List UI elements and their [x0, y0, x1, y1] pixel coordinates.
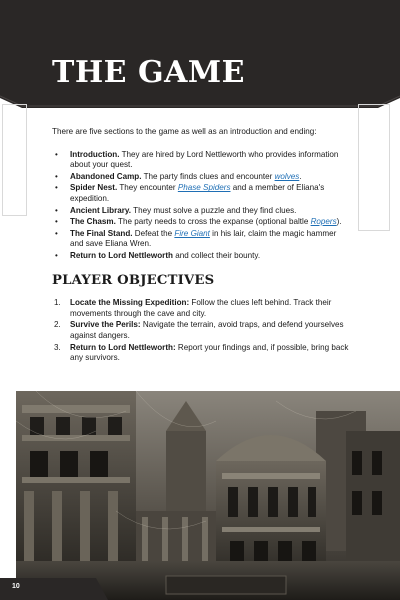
section-text-end: . [299, 171, 302, 181]
section-text: They encounter [119, 183, 178, 193]
wolves-link[interactable]: wolves [274, 171, 300, 181]
banner-shape [0, 0, 400, 108]
list-item [52, 217, 352, 228]
section-text: They must solve a puzzle and they find clues. [133, 205, 297, 215]
sections-list [52, 150, 352, 262]
objective-item [52, 320, 352, 341]
list-item [52, 150, 352, 171]
objective-number: 2. [54, 320, 61, 330]
main-content [52, 124, 352, 365]
objective-number: 3. [54, 342, 61, 352]
section-heading: Abandoned Camp. [70, 171, 142, 181]
objective-text: Navigate the terrain, avoid traps, and defend yourselves against dangers. [70, 320, 344, 340]
objectives-heading: PLAYER OBJECTIVES [52, 272, 215, 288]
page-number: 10 [12, 583, 20, 590]
section-text-end: in his lair, claim the magic hammer and save Eliana Wren. [70, 228, 337, 249]
objective-text: Report your findings and, if possible, bring back any survivors. [70, 342, 349, 363]
fire-giant-link[interactable]: Fire Giant [174, 228, 210, 238]
section-text: The party needs to cross the expanse (optional baltle [118, 217, 311, 227]
list-item [52, 251, 352, 262]
objectives-list [52, 298, 352, 364]
section-text-end: and a member of Eliana's expedition. [70, 183, 325, 203]
ruined-city-art [16, 391, 400, 600]
section-heading: The Chasm. [70, 217, 116, 227]
ruined-city-illustration [16, 391, 400, 600]
section-text: and collect their bounty. [175, 250, 261, 260]
section-heading: The Final Stand. [70, 228, 133, 238]
phase-spiders-link[interactable]: Phase Spiders [177, 183, 231, 193]
objective-number: 1. [54, 298, 61, 308]
section-text: They are hired by Lord Nettleworth who provides information about your quest. [70, 149, 339, 170]
list-item [52, 229, 352, 250]
section-heading: Return to Lord Nettleworth [70, 250, 173, 260]
section-text-end: ). [336, 217, 342, 227]
margin-frame-right [358, 104, 390, 231]
objective-label: Locate the Missing Expedition: [70, 298, 190, 308]
section-heading: Introduction. [70, 149, 120, 159]
objective-item [52, 298, 352, 319]
section-heading: Ancient Library. [70, 205, 132, 215]
objective-item [52, 343, 352, 364]
section-text: The party finds clues and encounter [143, 171, 275, 181]
objective-label: Survive the Perils: [70, 320, 141, 330]
objective-label: Return to Lord Nettleworth: [70, 342, 176, 352]
list-item [52, 172, 352, 183]
list-item [52, 206, 352, 217]
intro-paragraph: There are five sections to the game as well as an introduction and ending: [52, 127, 317, 136]
ropers-link[interactable]: Ropers [310, 217, 337, 227]
page-title: THE GAME [52, 55, 245, 90]
header-banner [0, 0, 400, 108]
section-heading: Spider Nest. [70, 183, 118, 193]
objective-text: Follow the clues left behind. Track their movements through the cave and city. [70, 298, 332, 318]
list-item [52, 183, 352, 204]
margin-frame-left [2, 104, 27, 216]
section-text: Defeat the [134, 228, 175, 238]
